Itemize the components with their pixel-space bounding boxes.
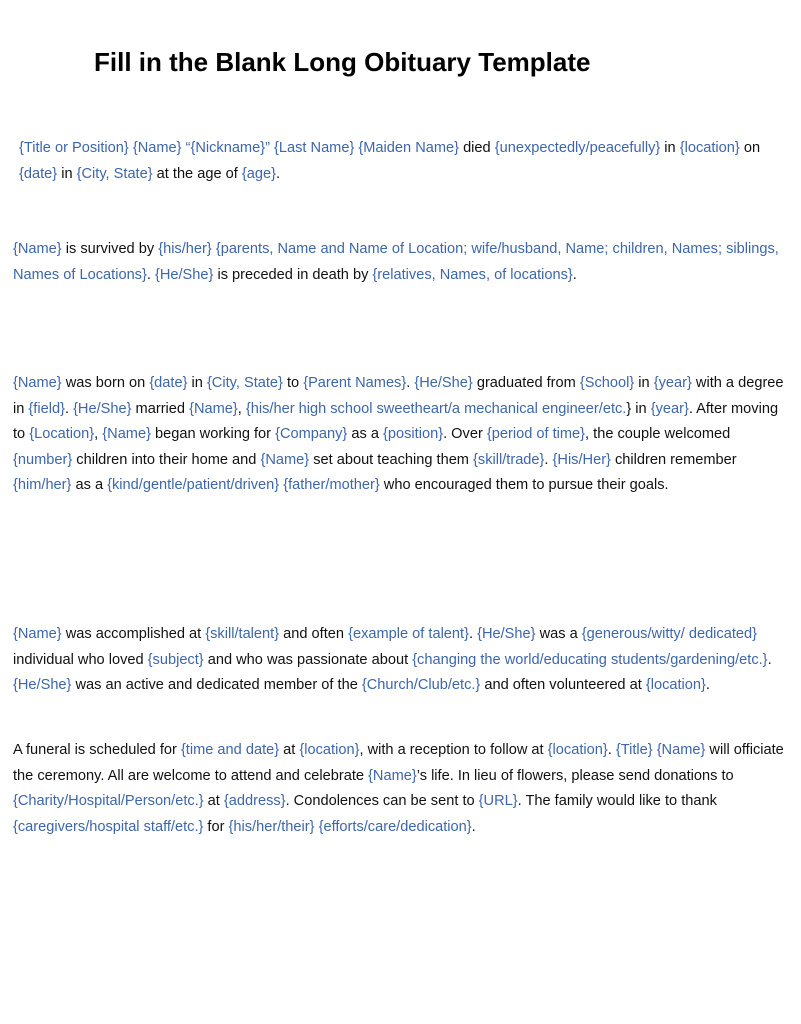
text-run: was a <box>535 626 582 642</box>
placeholder-field: {generous/witty/ dedicated} <box>581 626 757 642</box>
text-run: . <box>146 266 155 283</box>
paragraph-death-announcement <box>19 136 789 187</box>
placeholder-field: {Company} <box>275 426 348 442</box>
text-run: is survived by <box>61 241 159 257</box>
text-run: in <box>187 375 207 391</box>
placeholder-field: {Name} <box>368 767 417 784</box>
text-run: set about teaching them <box>309 451 474 468</box>
text-run: } in <box>626 400 651 417</box>
placeholder-field: {his/her high school sweetheart/a mechanical engineer/etc. <box>245 400 627 417</box>
text-run: who encouraged them to pursue their goals. <box>379 477 669 493</box>
text-run: and often <box>279 626 349 642</box>
text-run: . <box>471 818 476 835</box>
placeholder-field: {Name} <box>102 426 151 442</box>
text-run: died <box>459 140 495 156</box>
paragraph-life-story <box>13 371 789 499</box>
placeholder-field: {Name} <box>132 140 182 156</box>
placeholder-field: {Name} <box>13 626 62 642</box>
placeholder-field: {his/her} <box>158 241 212 257</box>
placeholder-field: {City, State} <box>76 165 153 182</box>
placeholder-field: {field} <box>28 400 65 417</box>
text-run: , the couple welcomed <box>585 426 731 442</box>
placeholder-field: {Title or Position} <box>19 140 129 156</box>
text-run: , <box>237 400 246 417</box>
placeholder-field: {He/She} <box>477 626 536 642</box>
text-run: and who was passionate about <box>203 651 413 668</box>
text-run: was an active and dedicated member of the <box>71 677 362 693</box>
placeholder-field: {year} <box>653 375 692 391</box>
placeholder-field: {location} <box>547 742 608 758</box>
document-title: Fill in the Blank Long Obituary Template <box>94 47 591 77</box>
text-run: and often volunteered at <box>480 677 646 693</box>
paragraph-funeral-details <box>13 738 789 840</box>
placeholder-field: {efforts/care/dedication} <box>318 818 472 835</box>
placeholder-field: {skill/trade} <box>473 451 545 468</box>
text-run: , with a reception to follow at <box>359 742 548 758</box>
text-run: in <box>660 140 680 156</box>
placeholder-field: {Last Name} <box>274 140 355 156</box>
text-run: . <box>544 451 553 468</box>
text-run: . Over <box>443 426 487 442</box>
text-run: will officiate the ceremony. All are welcome to attend and celebrate <box>13 742 784 784</box>
placeholder-field: {Name} <box>189 400 238 417</box>
placeholder-field: {year} <box>650 400 689 417</box>
text-run: is preceded in death by <box>213 266 373 283</box>
text-run: was born on <box>61 375 150 391</box>
placeholder-field: {number} <box>13 451 73 468</box>
text-run: . The family would like to thank <box>517 793 717 809</box>
placeholder-field: {him/her} <box>13 477 72 493</box>
placeholder-field: {date} <box>19 165 58 182</box>
text-run: for <box>203 818 229 835</box>
text-run: at <box>203 793 224 809</box>
text-run: children into their home and <box>72 451 261 468</box>
placeholder-field: {unexpectedly/peacefully} <box>494 140 661 156</box>
placeholder-field: {example of talent} <box>348 626 469 642</box>
placeholder-field: {location} <box>679 140 740 156</box>
text-run: at the age of <box>152 165 242 182</box>
text-run: . <box>607 742 616 758</box>
placeholder-field: {date} <box>149 375 188 391</box>
text-run: . <box>275 165 281 182</box>
text-run: . <box>468 626 478 642</box>
text-run: graduated from <box>472 375 580 391</box>
placeholder-field: {position} <box>383 426 444 442</box>
placeholder-field: {Name} <box>13 241 62 257</box>
text-run: . <box>406 375 415 391</box>
text-run: . <box>64 400 74 417</box>
text-run: A funeral is scheduled for <box>13 742 181 758</box>
placeholder-field: {age} <box>241 165 276 182</box>
placeholder-field: {Parent Names} <box>303 375 407 391</box>
text-run: children remember <box>610 451 737 468</box>
placeholder-field: {He/She} <box>73 400 132 417</box>
placeholder-field: {City, State} <box>206 375 283 391</box>
placeholder-field: {Maiden Name} <box>358 140 460 156</box>
text-run: in <box>634 375 654 391</box>
placeholder-field: {kind/gentle/patient/driven} <box>107 477 280 493</box>
text-run: . <box>767 651 772 668</box>
text-run: on <box>739 140 761 156</box>
text-run: to <box>282 375 304 391</box>
placeholder-field: {skill/talent} <box>205 626 280 642</box>
placeholder-field: {father/mother} <box>283 477 380 493</box>
placeholder-field: {Name} <box>656 742 706 758</box>
placeholder-field: {Name} <box>13 375 62 391</box>
placeholder-field: {his/her/their} <box>228 818 315 835</box>
placeholder-field: {relatives, Names, of locations} <box>372 266 573 283</box>
placeholder-field: {Charity/Hospital/Person/etc.} <box>13 793 204 809</box>
text-run: ’s life. In lieu of flowers, please send donations to <box>416 767 734 784</box>
placeholder-field: {His/Her} <box>552 451 611 468</box>
paragraph-accomplishments <box>13 622 789 699</box>
placeholder-field: {period of time} <box>486 426 586 442</box>
placeholder-field: {Name} <box>260 451 310 468</box>
text-run: was accomplished at <box>61 626 206 642</box>
placeholder-field: {location} <box>645 677 706 693</box>
placeholder-field: {Church/Club/etc.} <box>361 677 481 693</box>
text-run: . <box>705 677 710 693</box>
text-run: at <box>279 742 300 758</box>
placeholder-field: {URL} <box>478 793 518 809</box>
placeholder-field: {parents, Name and Name of Location; wife/husband, Name; children, Names; siblings, Names of Locations} <box>13 241 779 283</box>
text-run: . <box>572 266 577 283</box>
placeholder-field: {caregivers/hospital staff/etc.} <box>13 818 204 835</box>
placeholder-field: {Location} <box>29 426 95 442</box>
paragraph-survivors <box>13 237 789 288</box>
placeholder-field: {School} <box>579 375 635 391</box>
text-run: , <box>94 426 103 442</box>
text-run: individual who loved <box>13 651 148 668</box>
placeholder-field: {He/She} <box>13 677 72 693</box>
text-run: . After moving to <box>13 400 779 442</box>
text-run: married <box>131 400 190 417</box>
text-run: . Condolences can be sent to <box>285 793 479 809</box>
text-run: began working for <box>150 426 276 442</box>
placeholder-field: {Title} <box>615 742 653 758</box>
text-run: as a <box>347 426 384 442</box>
placeholder-field: {subject} <box>147 651 204 668</box>
text-run: as a <box>71 477 108 493</box>
placeholder-field: {time and date} <box>180 742 280 758</box>
placeholder-field: {He/She} <box>154 266 214 283</box>
placeholder-field: {location} <box>299 742 360 758</box>
placeholder-field: “{Nickname}” <box>185 140 270 156</box>
text-run: with a degree in <box>13 375 784 417</box>
placeholder-field: {He/She} <box>414 375 473 391</box>
placeholder-field: {changing the world/educating students/gardening/etc.} <box>412 651 768 668</box>
text-run: in <box>57 165 77 182</box>
placeholder-field: {address} <box>223 793 286 809</box>
